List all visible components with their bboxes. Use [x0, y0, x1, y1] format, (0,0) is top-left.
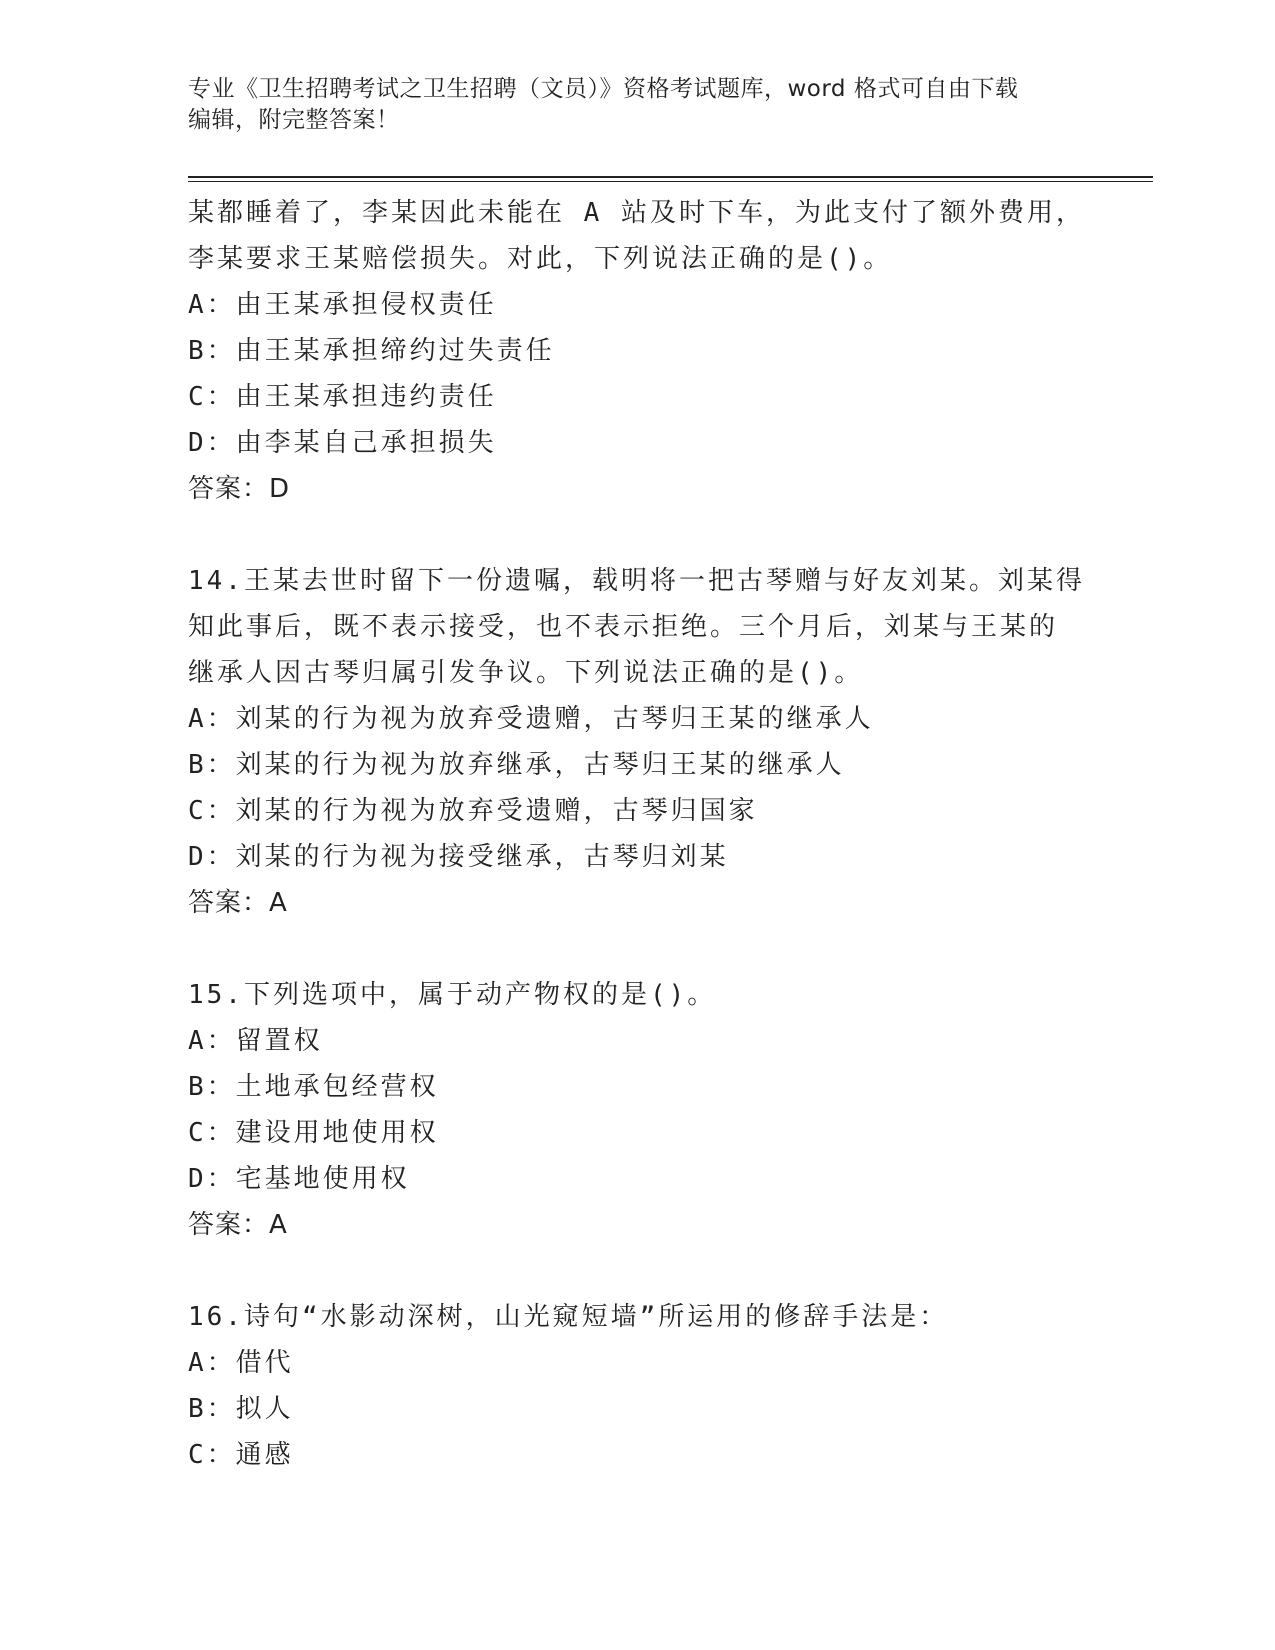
option-c: C：刘某的行为视为放弃受遗赠，古琴归国家 [188, 796, 758, 826]
option-b: B：土地承包经营权 [188, 1072, 439, 1102]
option-c: C：建设用地使用权 [188, 1118, 439, 1148]
question-text-line: 14.王某去世时留下一份遗嘱，载明将一把古琴赠与好友刘某。刘某得 [188, 566, 1085, 596]
header-line-2: 编辑，附完整答案！ [188, 107, 400, 133]
option-a: A：留置权 [188, 1026, 323, 1056]
option-b: B：刘某的行为视为放弃继承，古琴归王某的继承人 [188, 750, 845, 780]
option-a: A：借代 [188, 1348, 294, 1378]
option-c: C：通感 [188, 1440, 294, 1470]
question-text-line: 某都睡着了，李某因此未能在 A 站及时下车，为此支付了额外费用， [188, 198, 1085, 228]
question-16 [188, 1294, 1088, 1478]
header-divider-thick [188, 176, 1153, 178]
answer-line: 答案：A [188, 1210, 288, 1240]
option-d: D：刘某的行为视为接受继承，古琴归刘某 [188, 842, 729, 872]
question-text-line: 继承人因古琴归属引发争议。下列说法正确的是()。 [188, 658, 864, 688]
option-d: D：由李某自己承担损失 [188, 428, 497, 458]
spacer [188, 1248, 1088, 1294]
option-a: A：由王某承担侵权责任 [188, 290, 497, 320]
header-line-1: 专业《卫生招聘考试之卫生招聘（文员）》资格考试题库，word 格式可自由下载 [188, 76, 1019, 102]
question-content [188, 190, 1088, 1478]
question-14 [188, 558, 1088, 926]
option-b: B：由王某承担缔约过失责任 [188, 336, 555, 366]
answer-line: 答案：D [188, 474, 291, 504]
option-c: C：由王某承担违约责任 [188, 382, 497, 412]
question-text-line: 知此事后，既不表示接受，也不表示拒绝。三个月后，刘某与王某的 [188, 612, 1059, 642]
question-15 [188, 972, 1088, 1248]
question-text-line: 15.下列选项中，属于动产物权的是()。 [188, 980, 717, 1010]
option-d: D：宅基地使用权 [188, 1164, 410, 1194]
question-text-line: 李某要求王某赔偿损失。对此，下列说法正确的是()。 [188, 244, 893, 274]
document-header [188, 74, 1088, 136]
option-b: B：拟人 [188, 1394, 294, 1424]
answer-line: 答案：A [188, 888, 288, 918]
question-text-line: 16.诗句“水影动深树，山光窥短墙”所运用的修辞手法是： [188, 1302, 949, 1332]
question-13-continued [188, 190, 1088, 512]
option-a: A：刘某的行为视为放弃受遗赠，古琴归王某的继承人 [188, 704, 874, 734]
header-divider-thin [188, 181, 1153, 182]
spacer [188, 926, 1088, 972]
spacer [188, 512, 1088, 558]
